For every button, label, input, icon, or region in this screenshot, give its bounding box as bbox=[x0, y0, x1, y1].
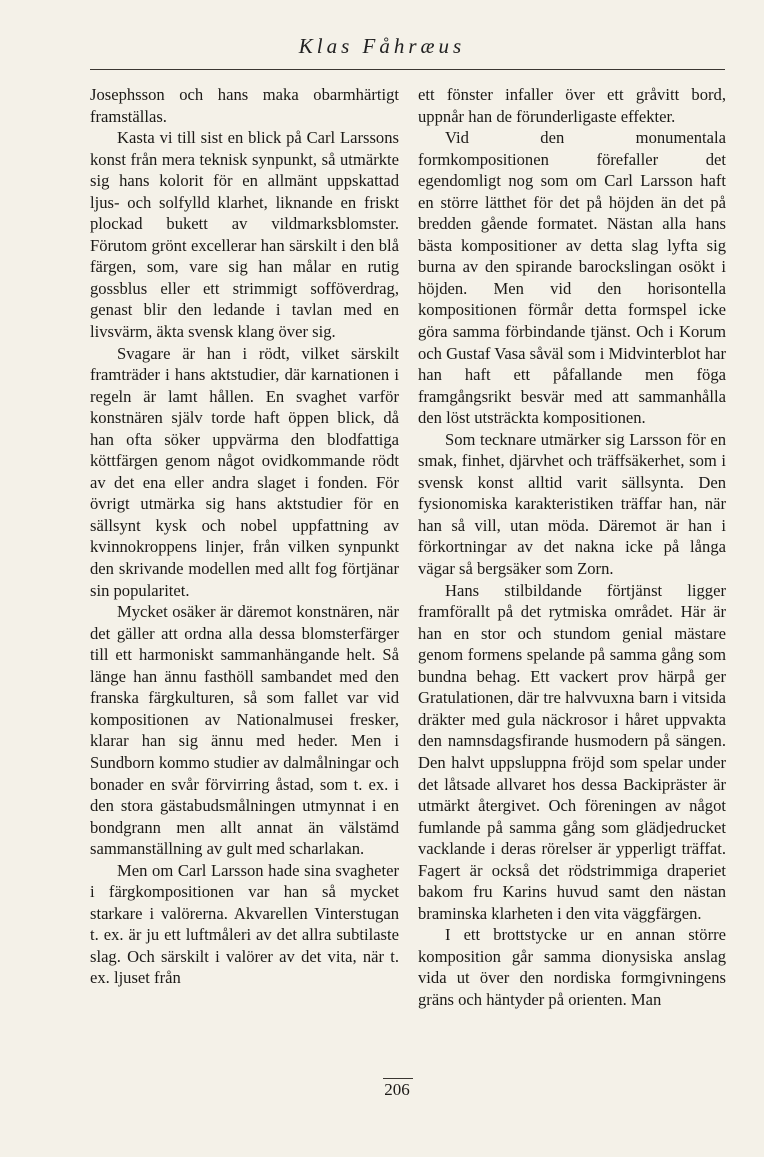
paragraph: Men om Carl Larsson hade sina svagheter i färgkompositionen var han så mycket starkare i valörerna. Akvarellen Vinterstugan t. ex. är ju ett luftmåleri av det allra subtilaste slag. Och särskilt i valörer av det vita, när t. ex. ljuset från bbox=[90, 860, 399, 988]
paragraph: Vid den monumentala formkompositionen förefaller det egendomligt nog som om Carl Larsson haft en större lätthet för det på höjden än det på bredden gående formatet. Nästan alla hans bästa kompositioner av detta slag lyfta sig burna av den spirande barockslingan osökt i höjden. Men vid den horisontella kompositionen förmår detta formspel icke göra samma förbindande tjänst. Och i Korum och Gustaf Vasa såväl som i Midvinterblot har han haft ett påfallande men föga framgångsrikt besvär med att sammanhålla den löst utsträckta kompositionen. bbox=[418, 128, 727, 428]
page-number: 206 bbox=[384, 1080, 410, 1099]
paragraph: Kasta vi till sist en blick på Carl Larssons konst från mera teknisk synpunkt, så utmärkte sig hans kolorit för en allmänt uppskattad ljus- och solfylld klarhet, liknande en friskt plockad bukett av vildmarksblomster. Förutom grönt excellerar han särskilt i den blå färgen, som, vare sig han målar en rutig gossblus eller ett strimmigt sofföverdrag, genast blir den ledande i tavlan med en livsvärm, äkta svensk klang över sig. bbox=[90, 128, 399, 342]
header-rule bbox=[90, 69, 725, 70]
left-column bbox=[90, 84, 399, 989]
paragraph: I ett brottstycke ur en annan större komposition går samma dionysiska anslag vida ut över den nordiska formgivningens gräns och häntyder på orienten. Man bbox=[418, 925, 726, 1009]
paragraph: Som tecknare utmärker sig Larsson för en smak, finhet, djärvhet och träffsäkerhet, som i svensk konst alltid varit sällsynta. Den fysionomiska karakteristiken träffar han, när han så vill, utan möda. Däremot är han i förkortningar av det nakna icke på långa vägar så bergsäker som Zorn. bbox=[418, 429, 726, 579]
paragraph: ett fönster infaller över ett gråvitt bord, uppnår han de förunderligaste effekter. bbox=[418, 85, 726, 126]
paragraph: Svagare är han i rödt, vilket särskilt framträder i hans aktstudier, där karnationen i regeln är lamt hållen. En svaghet varför konstnären själv torde haft öppen blick, då han ofta söker uppvärma den blodfattiga köttfärgen genom något ovidkommande rödt av det ena eller andra slaget i fonden. För övrigt utmärka sig hans aktstudier för en sällsynt kysk och nobel uppfattning av kvinnokroppens linjer, från vilken synpunkt den skrivande modellen med allt fog förtjänar sin popularitet. bbox=[90, 343, 399, 600]
paragraph: Josephsson och hans maka obarmhärtigt framställas. bbox=[90, 85, 399, 126]
page-number-rule bbox=[383, 1078, 413, 1079]
running-title: Klas Fåhræus bbox=[298, 34, 466, 58]
paragraph: Hans stilbildande förtjänst ligger framförallt på det rytmiska området. Här är han en stor och stundom genial mästare genom formens spelande på samma gång som bundna behag. Ett vackert prov härpå ger Gratulationen, där tre halvvuxna barn i vitsida dräkter med gula näckrosor i håret uppvakta den namnsdagsfirande husmodern på sängen. Den halvt uppsluppna fröjd som spelar under det låtsade allvaret hos dessa Backipräster är utmärkt återgivet. Och föreningen av något fumlande på samma gång som glädjedrucket vacklande i deras rörelser är ypperligt träffat. Fagert är också det rödstrimmiga draperiet bakom fru Karins huvud samt den nästan braminska klarheten i den vita väggfärgen. bbox=[418, 580, 726, 923]
paragraph: Mycket osäker är däremot konstnären, när det gäller att ordna alla dessa blomsterfärger till ett harmoniskt sammanhängande helt. Så länge han ännu fasthöll sambandet med den franska färgkulturen, så som fallet var vid kompositionen av Nationalmusei fresker, klarar han sig ännu med heder. Men i Sundborn kommo studier av dalmålningar och bonader en svår förvirring åstad, som t. ex. i den stora gästabudsmålningen utmynnat i en bondgrann men allt annat än välstämd sammanställning av gult med scharlakan. bbox=[90, 602, 399, 859]
right-column bbox=[418, 84, 726, 1011]
